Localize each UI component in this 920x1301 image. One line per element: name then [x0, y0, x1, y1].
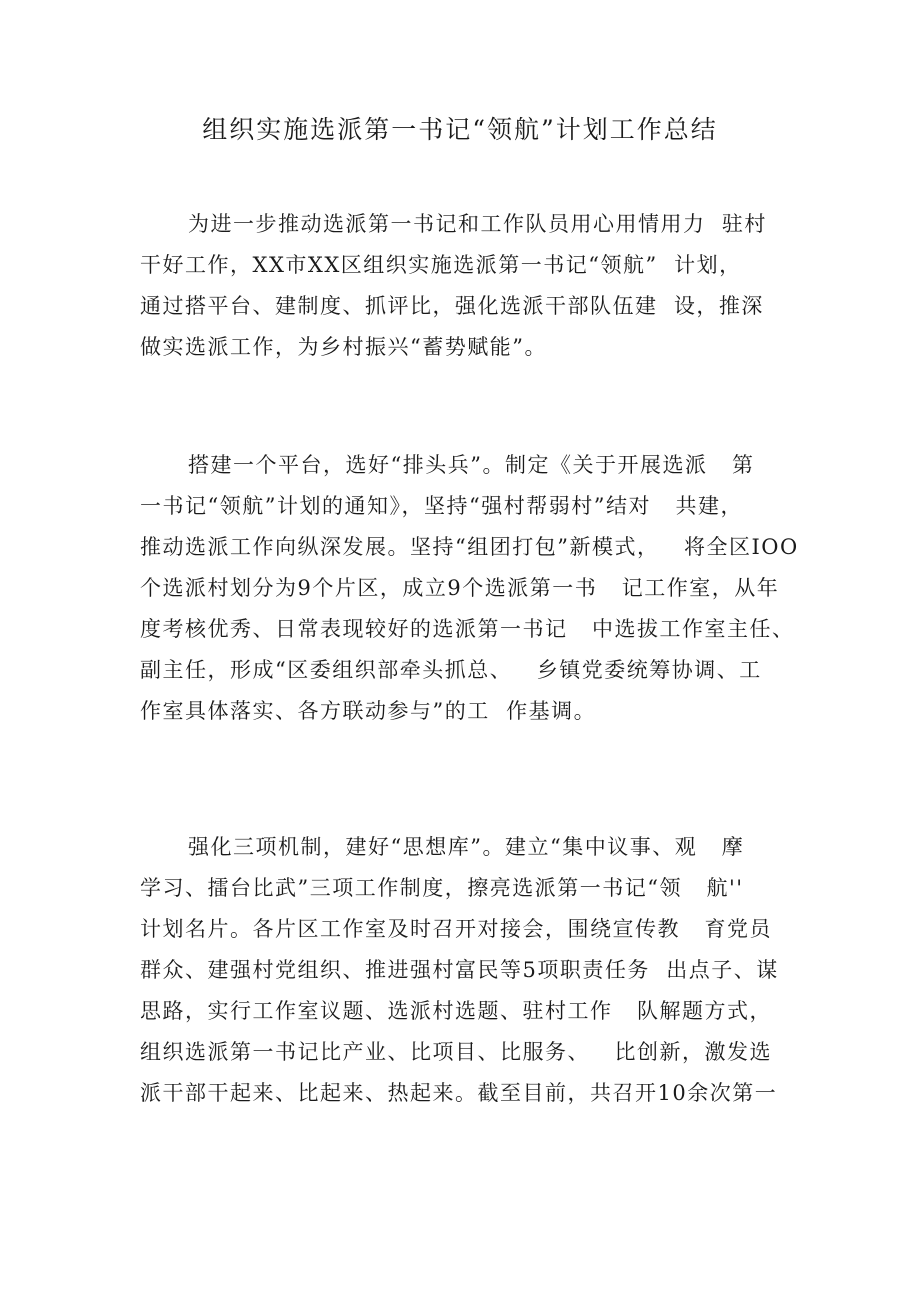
text-line: 推动选派工作向纵深发展。坚持“组团打包”新模式， 将全区IOO — [140, 535, 799, 559]
text-line: 派干部干起来、比起来、热起来。截至目前，共召开10余次第一 — [140, 1081, 778, 1105]
text-line: 做实选派工作，为乡村振兴“蓄势赋能”。 — [140, 335, 547, 359]
paragraph-intro — [140, 204, 800, 368]
text-line: 搭建一个平台，选好“排头兵”。制定《关于开展选派 第 — [188, 453, 755, 477]
text-line: 个选派村划分为9个片区，成立9个选派第一书 记工作室，从年 — [140, 576, 780, 600]
paragraph-platform — [140, 445, 800, 732]
document-title: 组织实施选派第一书记“领航”计划工作总结 — [202, 115, 718, 144]
text-line: 一书记“领航”计划的通知》，坚持“强村帮弱村”结对 共建， — [140, 494, 743, 518]
text-line: 群众、建强村党组织、推进强村富民等5项职责任务 出点子、谋 — [140, 958, 779, 982]
text-line: 思路，实行工作室议题、选派村选题、驻村工作 队解题方式， — [140, 999, 773, 1023]
text-line: 组织选派第一书记比产业、比项目、比服务、 比创新，激发选 — [140, 1040, 773, 1064]
text-line: 干好工作，XX市XX区组织实施选派第一书记“领航” 计划， — [140, 253, 742, 277]
paragraph-mechanism — [140, 827, 800, 1114]
text-line: 计划名片。各片区工作室及时召开对接会，围绕宣传教 育党员 — [140, 917, 773, 941]
text-line: 强化三项机制，建好“思想库”。建立“集中议事、观 摩 — [188, 835, 745, 859]
text-line: 副主任，形成“区委组织部牵头抓总、 乡镇党委统筹协调、工 — [140, 658, 762, 682]
text-line: 为进一步推动选派第一书记和工作队员用心用情用力 驻村 — [188, 212, 767, 236]
text-line: 通过搭平台、建制度、抓评比，强化选派干部队伍建 设，推深 — [140, 294, 764, 318]
text-line: 度考核优秀、日常表现较好的选派第一书记 中选拔工作室主任、 — [140, 617, 795, 641]
text-line: 学习、擂台比武”三项工作制度，擦亮选派第一书记“领 航'' — [140, 876, 744, 900]
text-line: 作室具体落实、各方联动参与”的工 作基调。 — [140, 699, 597, 723]
